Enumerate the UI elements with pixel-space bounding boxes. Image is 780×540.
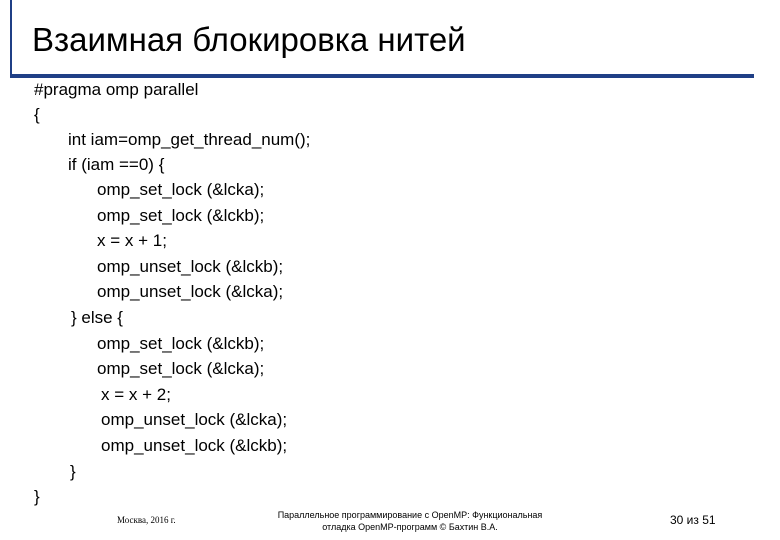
code-line: omp_set_lock (&lckb); bbox=[97, 206, 265, 225]
code-line: { bbox=[34, 105, 40, 124]
footer-description bbox=[240, 509, 580, 533]
code-line: omp_set_lock (&lcka); bbox=[97, 359, 265, 378]
code-line: omp_unset_lock (&lckb); bbox=[101, 436, 288, 455]
code-line: } else { bbox=[71, 308, 123, 327]
code-line: int iam=omp_get_thread_num(); bbox=[68, 130, 311, 149]
code-line: omp_unset_lock (&lcka); bbox=[101, 410, 288, 429]
code-line: omp_set_lock (&lckb); bbox=[97, 334, 265, 353]
code-line: if (iam ==0) { bbox=[68, 155, 165, 174]
footer-description-line: Параллельное программирование с OpenMP: Функциональная bbox=[277, 510, 543, 520]
title-left-bar bbox=[10, 0, 12, 78]
code-line: omp_set_lock (&lcka); bbox=[97, 180, 265, 199]
code-line: x = x + 1; bbox=[97, 231, 167, 250]
code-line: } bbox=[34, 487, 40, 506]
slide-title: Взаимная блокировка нитей bbox=[32, 21, 466, 58]
footer-description-line: отладка OpenMP-программ © Бахтин В.А. bbox=[322, 522, 498, 532]
footer-date: Москва, 2016 г. bbox=[117, 515, 176, 525]
code-line: x = x + 2; bbox=[101, 385, 171, 404]
title-underline bbox=[10, 74, 754, 78]
page-number: 30 из 51 bbox=[670, 513, 716, 527]
code-line: omp_unset_lock (&lckb); bbox=[97, 257, 284, 276]
code-line: omp_unset_lock (&lcka); bbox=[97, 282, 284, 301]
code-line: } bbox=[70, 462, 76, 481]
code-line: #pragma omp parallel bbox=[34, 80, 199, 99]
